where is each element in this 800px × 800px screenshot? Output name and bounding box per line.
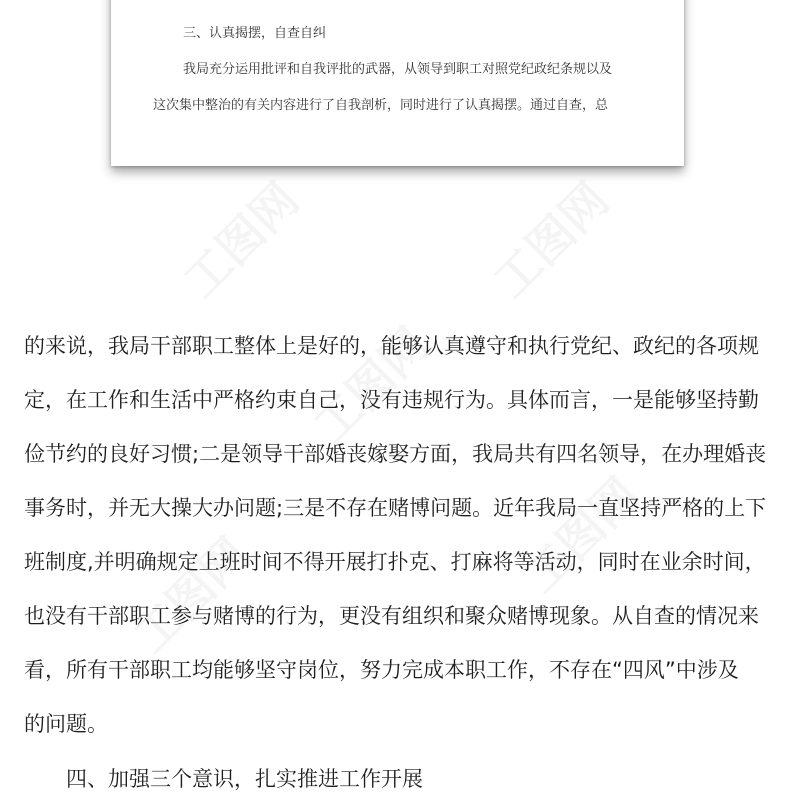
paragraph-line: 也没有干部职工参与赌博的行为，更没有组织和聚众赌博现象。从自查的情况来 (24, 604, 759, 628)
card-line: 我局充分运用批评和自我评批的武器，从领导到职工对照党纪政纪条规以及 (183, 62, 613, 77)
paragraph-line: 事务时，并无大操大办问题;三是不存在赌博问题。近年我局一直坚持严格的上下 (24, 496, 767, 520)
paragraph-line: 定，在工作和生活中严格约束自己，没有违规行为。具体而言，一是能够坚持勤 (24, 388, 759, 412)
paragraph-line: 的来说，我局干部职工整体上是好的，能够认真遵守和执行党纪、政纪的各项规 (24, 334, 759, 358)
paragraph-line: 班制度,并明确规定上班时间不得开展打扑克、打麻将等活动，同时在业余时间， (24, 550, 766, 574)
section-heading: 四、加强三个意识，扎实推进工作开展 (66, 767, 423, 791)
card-heading: 三、认真揭摆，自查自纠 (183, 26, 327, 41)
card-line: 这次集中整治的有关内容进行了自我剖析，同时进行了认真揭摆。通过自查，总 (153, 98, 609, 113)
paragraph-line: 俭节约的良好习惯;二是领导干部婚丧嫁娶方面，我局共有四名领导，在办理婚丧 (24, 442, 767, 466)
paragraph-line: 的问题。 (24, 712, 108, 736)
paragraph-line: 看，所有干部职工均能够坚守岗位，努力完成本职工作，不存在“四风”中涉及 (24, 658, 739, 682)
